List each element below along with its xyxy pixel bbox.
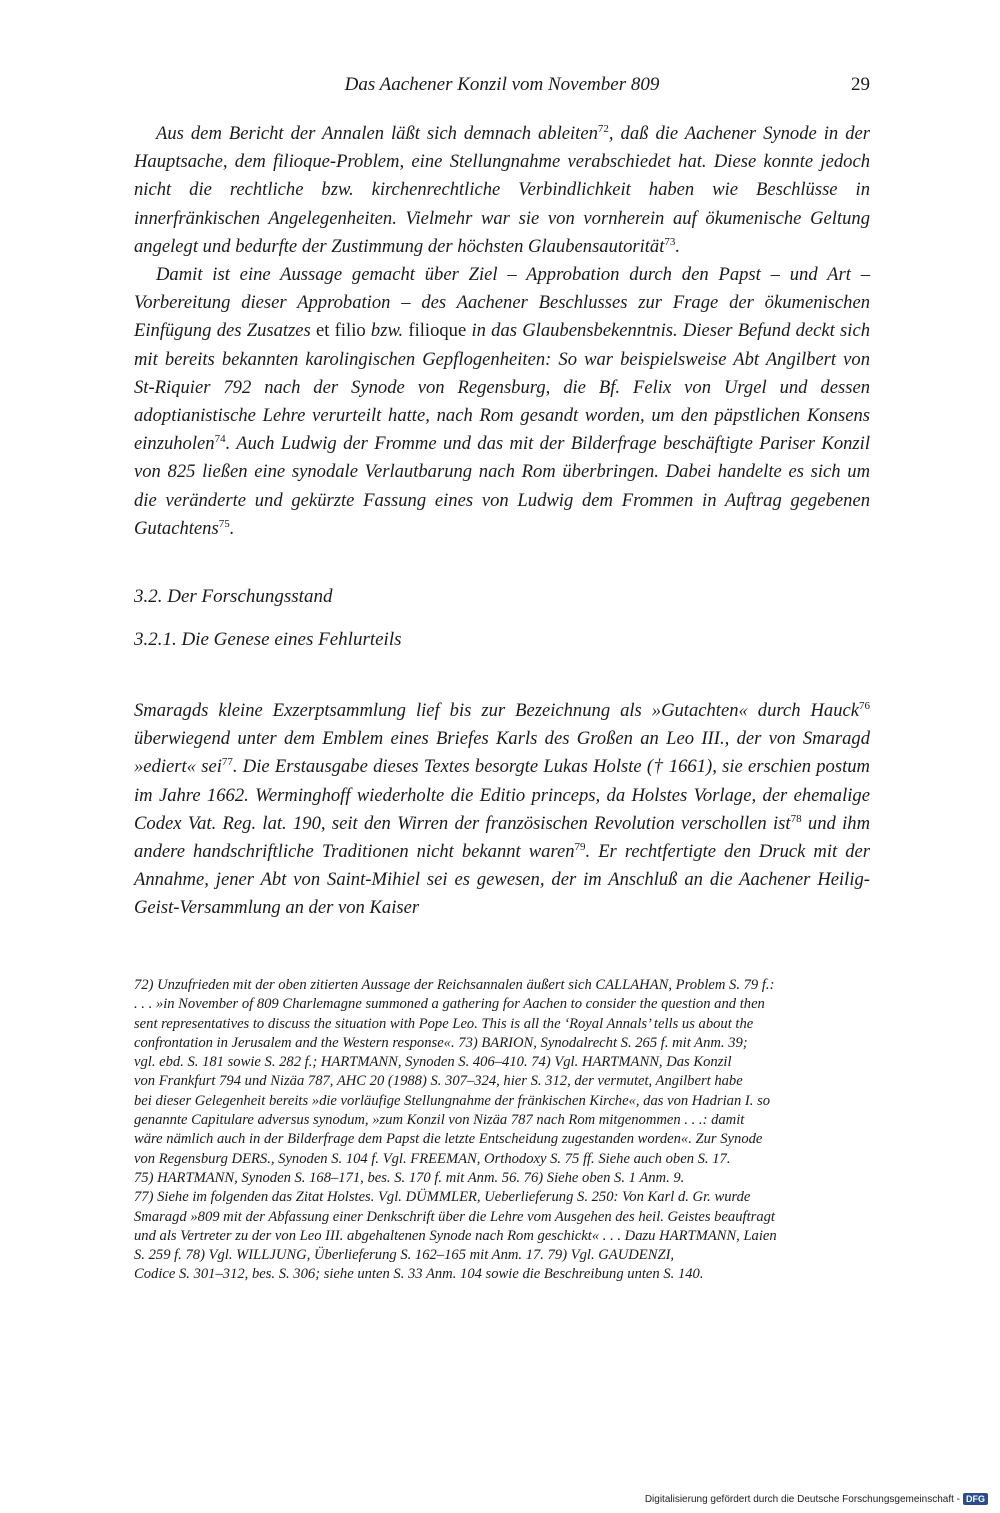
footnote-line: Smaragd »809 mit der Abfassung einer Denkschrift über die Lehre vom Ausgehen des heil. Geistes beauftragt — [134, 1208, 775, 1225]
footnote-ref-74[interactable]: 74 — [214, 433, 226, 446]
footnote-ref-78[interactable]: 78 — [790, 812, 802, 825]
footnote-ref-75[interactable]: 75 — [218, 517, 230, 530]
footnote-line: genannte Capitulare adversus synodum, »zum Konzil von Nizäa 787 nach Rom mitgenommen . . .: damit — [134, 1112, 745, 1129]
page-number: 29 — [851, 74, 870, 95]
footnote-line: sent representatives to discuss the situation with Pope Leo. This is all the ‘Royal Annals’ tells us about the — [134, 1015, 754, 1032]
footnote-line: 77) Siehe im folgenden das Zitat Holstes. Vgl. DÜMMLER, Ueberlieferung S. 250: Von Karl d. Gr. wurde — [134, 1189, 751, 1206]
footnote-line: Codice S. 301–312, bes. S. 306; siehe unten S. 33 Anm. 104 sowie die Beschreibung unten S. 140. — [134, 1266, 704, 1283]
footnote-line: 72) Unzufrieden mit der oben zitierten Aussage der Reichsannalen äußert sich CALLAHAN, Problem S. 79 f.: — [134, 977, 775, 993]
footnote-ref-73[interactable]: 73 — [664, 235, 676, 248]
footnote-line: vgl. ebd. S. 181 sowie S. 282 f.; HARTMANN, Synoden S. 406–410. 74) Vgl. HARTMANN, Das Konzil — [134, 1054, 732, 1071]
footnote-ref-77[interactable]: 77 — [221, 756, 233, 769]
paragraph-1: Aus dem Bericht der Annalen läßt sich demnach ableiten$^{72}$, daß die Aachener Synode in der Hauptsache, dem filioque-Problem, eine Stellungnahme verabschiedet hat. Diese konnte jedoch nicht die rechtliche bzw. kirchenrechtliche Verbindlichkeit haben wie Beschlüsse in innerfränkischen Angelegenheiten. Vielmehr war sie von vornherein auf ökumenische Geltung angelegt und bedurfte der Zustimmung der höchsten Glaubensautorität$^{73}$. — [134, 122, 871, 257]
credit-text: Digitalisierung gefördert durch die Deutsche Forschungsgemeinschaft - — [644, 1493, 960, 1505]
footnote-ref-79[interactable]: 79 — [574, 840, 586, 853]
footnote-line: 75) HARTMANN, Synoden S. 168–171, bes. S. 170 f. mit Anm. 56. 76) Siehe oben S. 1 Anm. 9. — [134, 1169, 685, 1186]
digitization-credit — [645, 1493, 988, 1505]
footnotes — [134, 976, 870, 1285]
footnote-line: bei dieser Gelegenheit bereits »die vorläufige Stellungnahme der fränkischen Kirche«, das von Hadrian I. so — [134, 1092, 771, 1109]
footnote-line: S. 259 f. 78) Vgl. WILLJUNG, Überlieferung S. 162–165 mit Anm. 17. 79) Vgl. GAUDENZI, — [134, 1247, 675, 1264]
footnote-line: von Frankfurt 794 und Nizäa 787, AHC 20 (1988) S. 307–324, hier S. 312, der vermutet, Angilbert habe — [134, 1073, 743, 1090]
footnote-line: . . . »in November of 809 Charlemagne summoned a gathering for Aachen to consider the question and then — [134, 996, 765, 1013]
footnote-line: confrontation in Jerusalem and the Western response«. 73) BARION, Synodalrecht S. 265 f. mit Anm. 39; — [134, 1034, 748, 1051]
footnote-line: wäre nämlich auch in der Bilderfrage dem Papst die letzte Entscheidung zugestanden worden«. Zur Synode — [134, 1131, 763, 1148]
paragraph-2: Damit ist eine Aussage gemacht über Ziel – Approbation durch den Papst – und Art – Vorbereitung dieser Approbation – des Aachener Beschlusses zur Frage der ökumenischen Einfügung des Zusatzes et filio bzw. filioque in das Glaubensbekenntnis. Dieser Befund deckt sich mit bereits bekannten karolingischen Gepflogenheiten: So war beispielsweise Abt Angilbert von St-Riquier 792 nach der Synode von Regensburg, die Bf. Felix von Urgel und dessen adoptianistische Lehre verurteilt hatte, nach Rom gesandt worden, um den päpstlichen Konsens einzuholen$^{74}$. Auch Ludwig der Fromme und das mit der Bilderfrage beschäftigte Pariser Konzil von 825 ließen eine synodale Verlautbarung nach Rom überbringen. Dabei handelte es sich um die veränderte und gekürzte Fassung eines von Ludwig dem Frommen in Auftrag gegebenen Gutachtens$^{75}$. — [134, 264, 871, 539]
footnote-ref-76[interactable]: 76 — [859, 699, 870, 712]
subsection-heading: 3.2.1. Die Genese eines Fehlurteils — [134, 629, 402, 650]
paragraph-3: Smaragds kleine Exzerptsammlung lief bis zur Bezeichnung als »Gutachten« durch Hauck$^{76}$ überwiegend unter dem Emblem eines Briefes Karls des Großen an Leo III., der von Smaragd »ediert« sei$^{77}$. Die Erstausgabe dieses Textes besorgte Lukas Holste († 1661), sie erschien postum im Jahre 1662. Werminghoff wiederholte die Editio princeps, da Holstes Vorlage, der ehemalige Codex Vat. Reg. lat. 190, seit den Wirren der französischen Revolution verschollen ist$^{78}$ und ihm andere handschriftliche Traditionen nicht bekannt waren$^{79}$. Er rechtfertigte den Druck mit der Annahme, jener Abt von Saint-Mihiel sei es gewesen, der im Anschluß an die Aachener Heilig-Geist-Versammlung an der von Kaiser — [134, 699, 871, 919]
running-title: Das Aachener Konzil vom November 809 — [344, 74, 660, 95]
footnote-line: von Regensburg DERS., Synoden S. 104 f. Vgl. FREEMAN, Orthodoxy S. 75 ff. Siehe auch oben S. 17. — [134, 1150, 731, 1167]
section-heading: 3.2. Der Forschungsstand — [134, 586, 333, 607]
body-text-lower — [134, 697, 870, 923]
footnote-ref-72[interactable]: 72 — [597, 122, 609, 135]
footnote-line: und als Vertreter zu der von Leo III. abgehaltenen Synode nach Rom geschickt« . . . Dazu HARTMANN, Laien — [134, 1227, 777, 1244]
running-head — [134, 74, 870, 102]
body-text-upper — [134, 120, 870, 543]
dfg-logo: DFG — [963, 1493, 988, 1505]
